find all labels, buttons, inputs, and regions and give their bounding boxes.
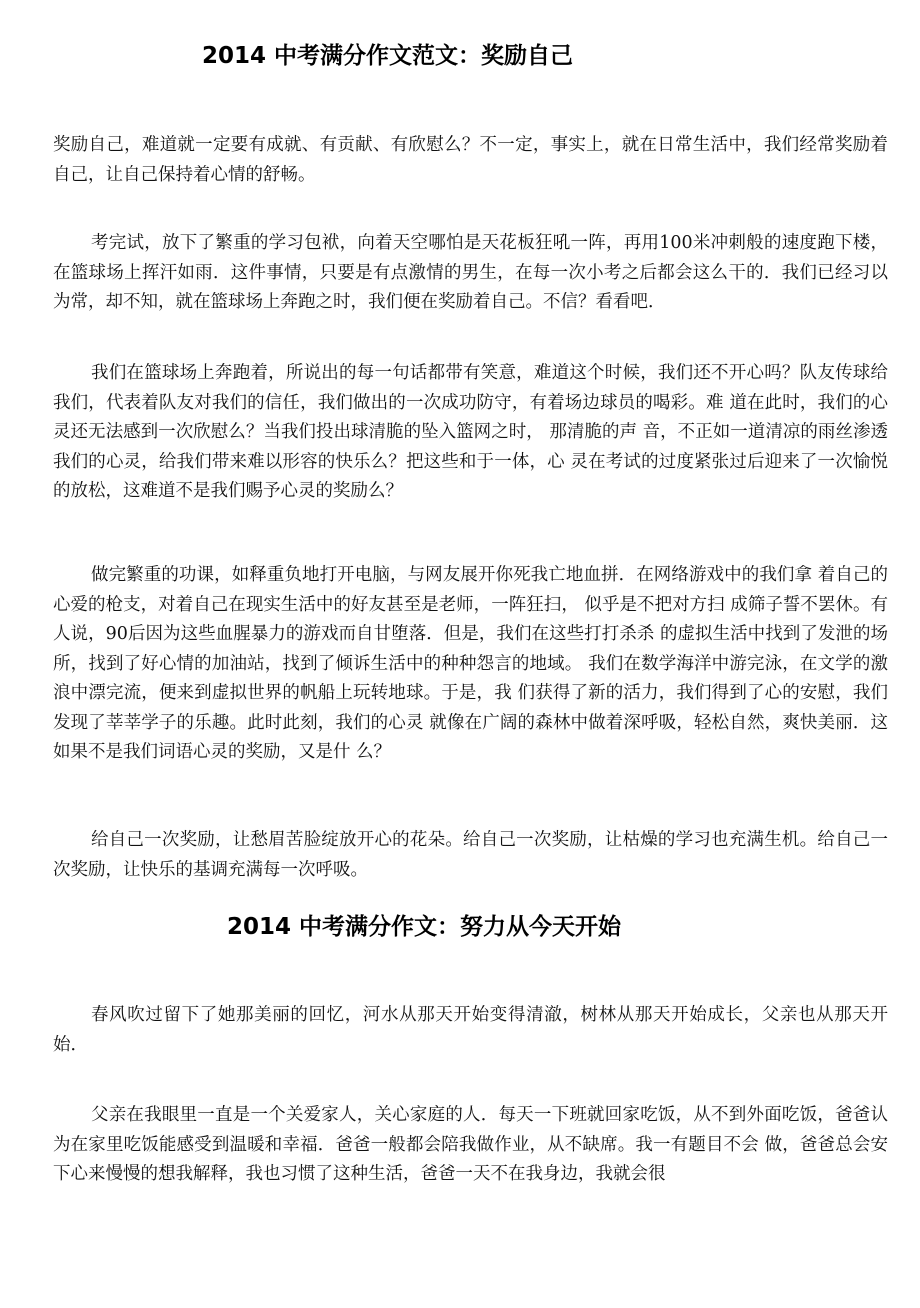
- essay1-paragraph-3: 我们在篮球场上奔跑着，所说出的每一句话都带有笑意，难道这个时候，我们还不开心吗？队友传球给我们，代表着队友对我们的信任，我们做出的一次成功防守，有着场边球员的喝彩。难 道在此时，我们的心灵还无法感到一次欣慰么？当我们投出球清脆的坠入篮网之时， 那清脆的声 音，不正如一道清凉的雨丝渗透我们的心灵，给我们带来难以形容的快乐么？把这些和于一体，心 灵在考试的过度紧张过后迎来了一次愉悦的放松，这难道不是我们赐予心灵的奖励么？: [53, 363, 888, 501]
- essay2-paragraph-1: 春风吹过留下了她那美丽的回忆，河水从那天开始变得清澈，树林从那天开始成长，父亲也从那天开始．: [53, 1005, 888, 1055]
- essay1-paragraph-4: 做完繁重的功课，如释重负地打开电脑，与网友展开你死我亡地血拼．在网络游戏中的我们拿 着自己的心爱的枪支，对着自己在现实生活中的好友甚至是老师，一阵狂扫， 似乎是不把对方扫 成筛子誓不罢休。有人说，90后因为这些血腥暴力的游戏而自甘堕落．但是，我们在这些打打杀杀 的虚拟生活中找到了发泄的场所，找到了好心情的加油站，找到了倾诉生活中的种种怨言的地域。 我们在数学海洋中游完泳，在文学的激浪中漂完流，便来到虚拟世界的帆船上玩转地球。于是，我 们获得了新的活力，我们得到了心的安慰，我们发现了莘莘学子的乐趣。此时此刻，我们的心灵 就像在广阔的森林中做着深呼吸，轻松自然，爽快美丽．这如果不是我们词语心灵的奖励，又是什 么？: [53, 565, 888, 762]
- essay1-paragraph-5: 给自己一次奖励，让愁眉苦脸绽放开心的花朵。给自己一次奖励，让枯燥的学习也充满生机。给自己一次奖励，让快乐的基调充满每一次呼吸。: [53, 830, 888, 880]
- essay-title-start-today: 2014 中考满分作文：努力从今天开始: [227, 914, 622, 940]
- essay-title-reward-yourself: 2014 中考满分作文范文：奖励自己: [202, 43, 574, 69]
- essay1-paragraph-1: 奖励自己，难道就一定要有成就、有贡献、有欣慰么？不一定，事实上，就在日常生活中，我们经常奖励着自己，让自己保持着心情的舒畅。: [53, 135, 888, 185]
- essay2-paragraph-2: 父亲在我眼里一直是一个关爱家人，关心家庭的人．每天一下班就回家吃饭，从不到外面吃饭，爸爸认为在家里吃饭能感受到温暖和幸福．爸爸一般都会陪我做作业，从不缺席。我一有题目不会 做，爸爸总会安下心来慢慢的想我解释，我也习惯了这种生活，爸爸一天不在我身边，我就会很: [53, 1105, 888, 1184]
- essay1-paragraph-2: 考完试，放下了繁重的学习包袱，向着天空哪怕是天花板狂吼一阵，再用100米冲刺般的速度跑下楼，在篮球场上挥汗如雨．这件事情，只要是有点激情的男生，在每一次小考之后都会这么干的．我们已经习以为常，却不知，就在篮球场上奔跑之时，我们便在奖励着自己。不信？看看吧．: [53, 233, 888, 312]
